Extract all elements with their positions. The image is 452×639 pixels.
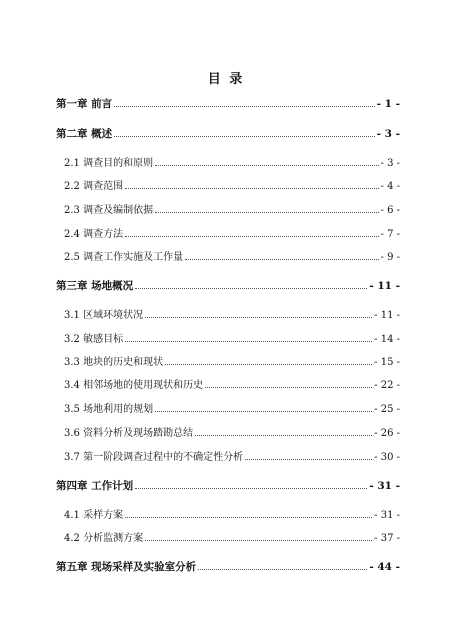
toc-entry[interactable]	[64, 202, 400, 218]
toc-entry-label: 3.5 场地利用的规划	[64, 404, 154, 415]
toc-entry[interactable]	[64, 226, 400, 242]
toc-entry[interactable]	[64, 249, 400, 265]
toc-entry[interactable]	[64, 155, 400, 171]
toc-entry-label: 第五章 现场采样及实验室分析	[56, 561, 197, 573]
toc-entry-page: - 4 -	[380, 181, 400, 192]
toc-leader	[125, 331, 372, 342]
toc-entry-page: - 30 -	[374, 452, 400, 463]
toc-leader	[114, 126, 375, 137]
toc-leader	[125, 226, 378, 237]
toc-entry-page: - 14 -	[374, 334, 400, 345]
toc-entry-label: 第一章 前言	[56, 98, 113, 110]
toc-leader	[155, 155, 378, 166]
toc-entry-label: 3.4 相邻场地的使用现状和历史	[64, 380, 204, 391]
toc-entry-label: 3.3 地块的历史和现状	[64, 357, 164, 368]
toc-entry-label: 第四章 工作计划	[56, 480, 134, 492]
toc-entry[interactable]	[64, 331, 400, 347]
toc-entry-page: - 1 -	[376, 98, 400, 110]
toc-entry-page: - 31 -	[374, 510, 400, 521]
toc-leader	[135, 278, 367, 289]
toc-leader	[245, 449, 372, 460]
toc-leader	[145, 530, 372, 541]
toc-entry-page: - 26 -	[374, 428, 400, 439]
toc-entry[interactable]	[56, 559, 400, 575]
toc-entry[interactable]	[64, 425, 400, 441]
toc-entry-page: - 7 -	[380, 229, 400, 240]
toc-entry-page: - 9 -	[380, 252, 400, 263]
toc-entry-label: 3.7 第一阶段调查过程中的不确定性分析	[64, 452, 244, 463]
toc-entry-page: - 3 -	[376, 128, 400, 140]
toc-leader	[114, 96, 375, 107]
toc-leader	[198, 559, 367, 570]
toc-leader	[125, 178, 378, 189]
toc-entry-page: - 6 -	[380, 205, 400, 216]
toc-entry[interactable]	[64, 449, 400, 465]
toc-entry-label: 3.1 区域环境状况	[64, 310, 144, 321]
toc-entry-label: 2.2 调查范围	[64, 181, 124, 192]
toc-entry-page: - 37 -	[374, 533, 400, 544]
toc-entry[interactable]	[56, 478, 400, 494]
toc-entry-page: - 31 -	[369, 480, 400, 492]
toc-entry[interactable]	[56, 96, 400, 112]
toc-leader	[135, 478, 367, 489]
toc-leader	[185, 249, 378, 260]
toc-entry[interactable]	[56, 278, 400, 294]
toc-leader	[155, 401, 372, 412]
toc-entry-label: 2.5 调查工作实施及工作量	[64, 252, 184, 263]
toc-entry[interactable]	[64, 401, 400, 417]
toc-entry[interactable]	[64, 178, 400, 194]
toc-leader	[195, 425, 372, 436]
toc-entry-label: 第三章 场地概况	[56, 280, 134, 292]
toc-entry-page: - 11 -	[369, 280, 400, 292]
toc-entry[interactable]	[64, 307, 400, 323]
toc-leader	[165, 354, 372, 365]
toc-entry-label: 2.1 调查目的和原则	[64, 158, 154, 169]
toc-entry-label: 2.3 调查及编制依据	[64, 205, 154, 216]
toc-entry-page: - 25 -	[374, 404, 400, 415]
toc-entry-label: 4.2 分析监测方案	[64, 533, 144, 544]
toc-entry[interactable]	[64, 354, 400, 370]
toc-leader	[125, 507, 372, 518]
toc-entry[interactable]	[64, 377, 400, 393]
toc-entry-page: - 22 -	[374, 380, 400, 391]
page-title: 目 录	[207, 72, 245, 87]
toc-leader	[155, 202, 378, 213]
toc-leader	[145, 307, 372, 318]
toc-entry[interactable]	[64, 530, 400, 546]
toc-leader	[205, 377, 372, 388]
toc-entry-page: - 11 -	[374, 310, 400, 321]
toc-entry-page: - 44 -	[369, 561, 400, 573]
toc-entry[interactable]	[64, 507, 400, 523]
toc-entry-label: 3.6 资料分析及现场踏勘总结	[64, 428, 194, 439]
toc-entry-label: 4.1 采样方案	[64, 510, 124, 521]
toc-entry-label: 第二章 概述	[56, 128, 113, 140]
toc-entry-page: - 15 -	[374, 357, 400, 368]
toc-entry-page: - 3 -	[380, 158, 400, 169]
toc-entry-label: 3.2 敏感目标	[64, 334, 124, 345]
toc-entry-label: 2.4 调查方法	[64, 229, 124, 240]
toc-entry[interactable]	[56, 126, 400, 142]
